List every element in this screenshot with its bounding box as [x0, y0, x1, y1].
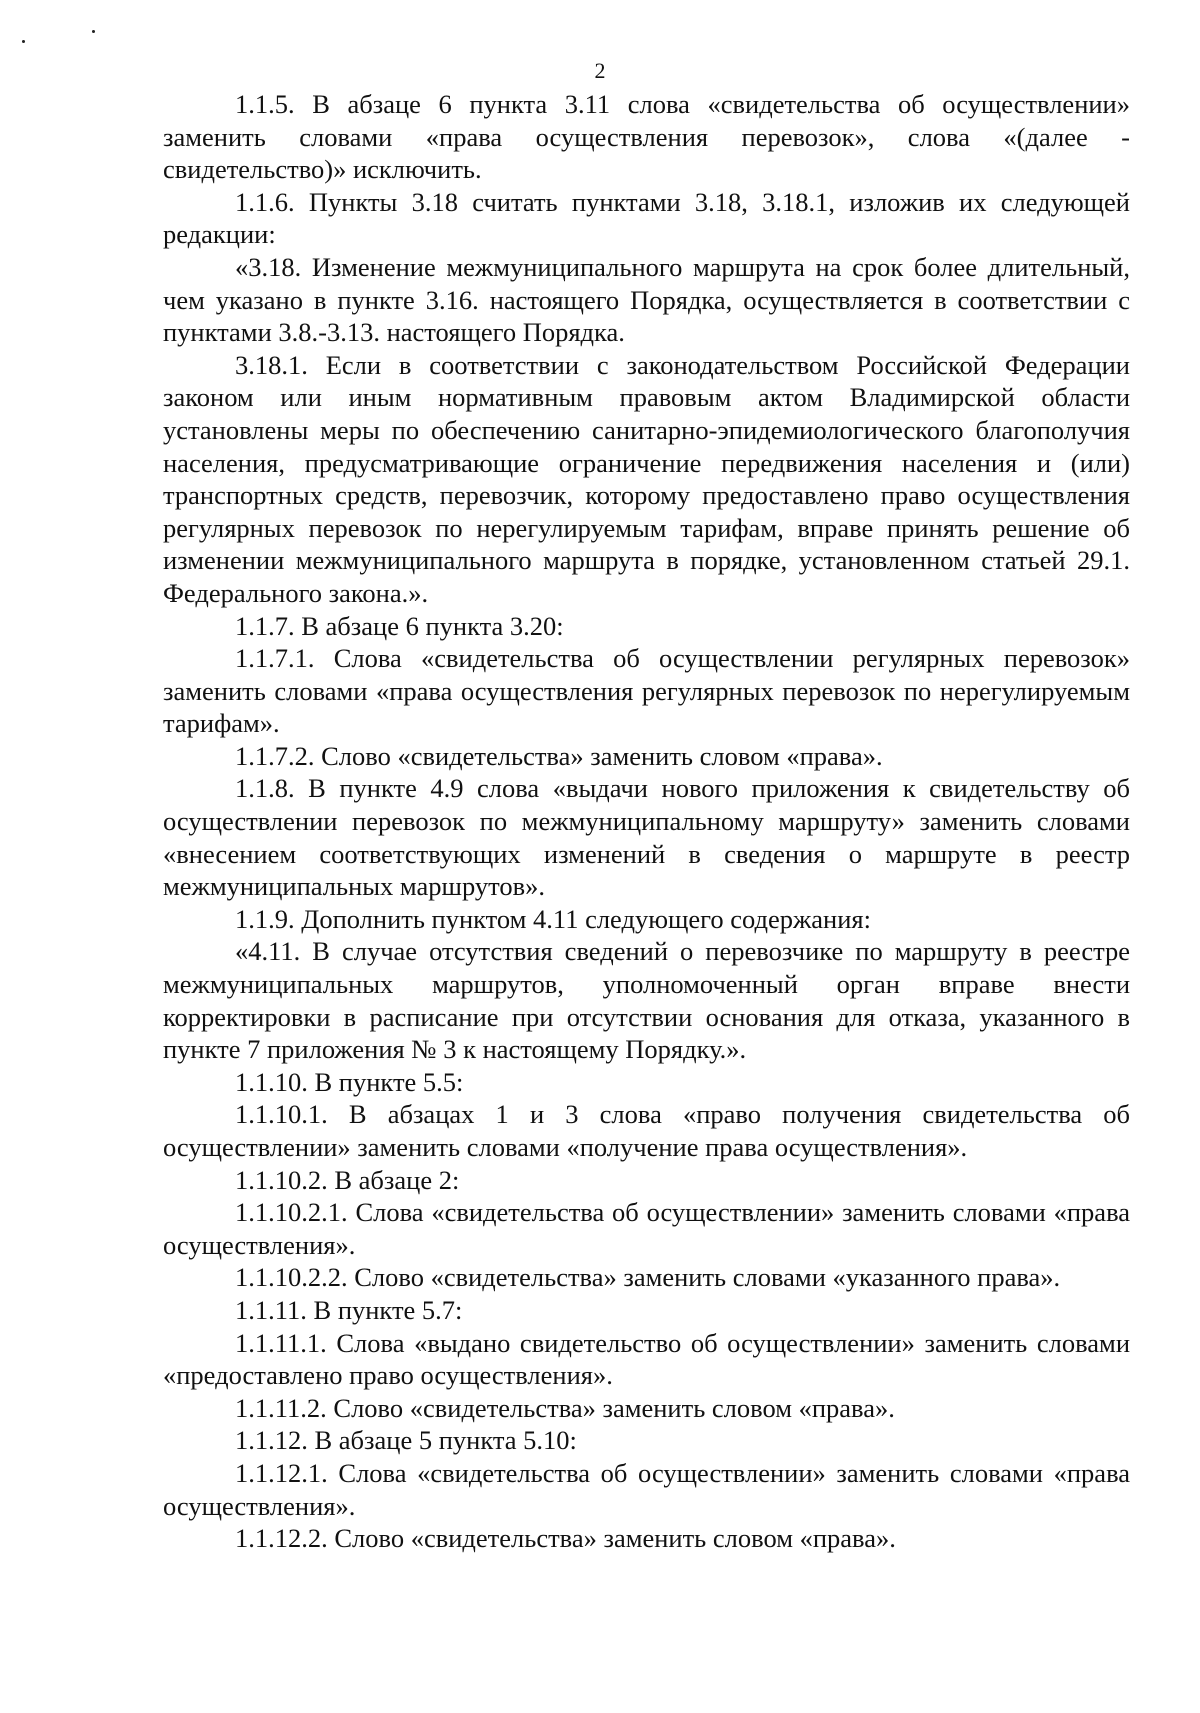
- paragraph-1-1-11: 1.1.11. В пункте 5.7:: [235, 1294, 463, 1325]
- paragraph-1-1-12: 1.1.12. В абзаце 5 пункта 5.10:: [235, 1425, 577, 1456]
- paragraph-1-1-11-1: 1.1.11.1. Слова «выдано свидетельство об осуществлении» заменить словами «предоставлено право осуществления».: [163, 1327, 1130, 1391]
- paragraph-1-1-11-2: 1.1.11.2. Слово «свидетельства» заменить словом «права».: [235, 1392, 895, 1423]
- paragraph-1-1-10-1: 1.1.10.1. В абзацах 1 и 3 слова «право получения свидетельства об осуществлении» заменить словами «получение права осуществления».: [163, 1099, 1130, 1162]
- paragraph-4-11: «4.11. В случае отсутствия сведений о перевозчике по маршруту в реестре межмуниципальных маршрутов, уполномоченный орган вправе внести корректировки в расписание при отсутствии основания для отказа, указанного в пункте 7 приложения № 3 к настоящему Порядку.».: [163, 936, 1130, 1065]
- paragraph-1-1-10: 1.1.10. В пункте 5.5:: [235, 1066, 464, 1097]
- document-body: [163, 88, 1130, 1555]
- paragraph-1-1-10-2-2: 1.1.10.2.2. Слово «свидетельства» заменить словами «указанного права».: [235, 1262, 1061, 1293]
- paragraph-3-18-1: 3.18.1. Если в соответствии с законодательством Российской Федерации законом или иным нормативным правовым актом Владимирской области установлены меры по обеспечению санитарно-эпидемиологического благополучия населения, предусматривающие ограничение передвижения населения и (или) транспортных средств, перевозчик, которому предоставлено право осуществления регулярных перевозок по нерегулируемым тарифам, вправе принять решение об изменении межмуниципального маршрута в порядке, установленном статьей 29.1. Федерального закона.».: [163, 349, 1130, 608]
- scan-speck: [92, 30, 95, 33]
- paragraph-1-1-7-1: 1.1.7.1. Слова «свидетельства об осуществлении регулярных перевозок» заменить словами «права осуществления регулярных перевозок по нерегулируемым тарифам».: [163, 643, 1130, 739]
- scan-speck: [22, 40, 25, 43]
- paragraph-1-1-10-2: 1.1.10.2. В абзаце 2:: [235, 1164, 460, 1195]
- paragraph-1-1-7: 1.1.7. В абзаце 6 пункта 3.20:: [235, 610, 564, 641]
- page-number: 2: [594, 58, 606, 83]
- paragraph-3-18: «3.18. Изменение межмуниципального маршрута на срок более длительный, чем указано в пункте 3.16. настоящего Порядка, осуществляется в соответствии с пунктами 3.8.-3.13. настоящего Порядка.: [163, 251, 1130, 348]
- paragraph-1-1-12-2: 1.1.12.2. Слово «свидетельства» заменить словом «права».: [235, 1523, 896, 1554]
- paragraph-1-1-6: 1.1.6. Пункты 3.18 считать пунктами 3.18, 3.18.1, изложив их следующей редакции:: [163, 186, 1130, 250]
- paragraph-1-1-9: 1.1.9. Дополнить пунктом 4.11 следующего содержания:: [235, 903, 871, 934]
- paragraph-1-1-5: 1.1.5. В абзаце 6 пункта 3.11 слова «свидетельства об осуществлении» заменить словами «права осуществления перевозок», слова «(далее - свидетельство)» исключить.: [163, 89, 1130, 185]
- paragraph-1-1-12-1: 1.1.12.1. Слова «свидетельства об осуществлении» заменить словами «права осуществления».: [163, 1457, 1130, 1521]
- paragraph-1-1-7-2: 1.1.7.2. Слово «свидетельства» заменить словом «права».: [235, 740, 883, 771]
- paragraph-1-1-8: 1.1.8. В пункте 4.9 слова «выдачи нового приложения к свидетельству об осуществлении перевозок по межмуниципальному маршруту» заменить словами «внесением соответствующих изменений в сведения о маршруте в реестр межмуниципальных маршрутов».: [163, 773, 1130, 902]
- paragraph-1-1-10-2-1: 1.1.10.2.1. Слова «свидетельства об осуществлении» заменить словами «права осуществления».: [163, 1197, 1130, 1260]
